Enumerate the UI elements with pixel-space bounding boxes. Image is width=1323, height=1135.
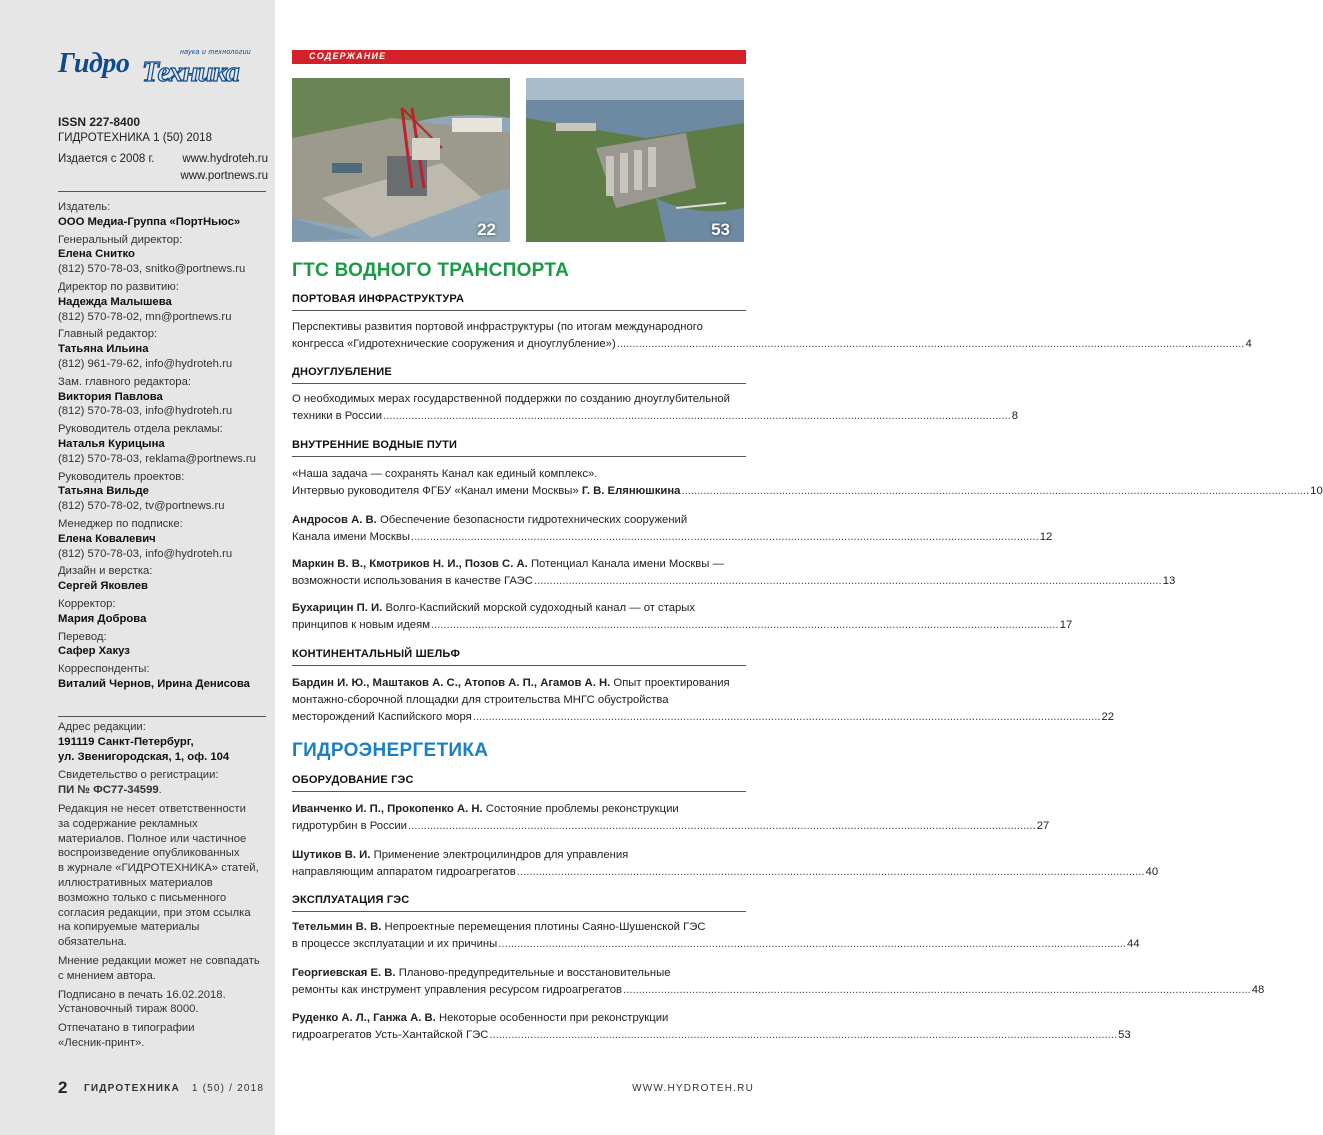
staff-contact: (812) 570-78-02, mn@portnews.ru	[58, 310, 232, 323]
disclaimer	[58, 802, 270, 950]
subsection-operation: ЭКСПЛУАТАЦИЯ ГЭС	[292, 894, 410, 906]
logo-tagline: наука и технологии	[180, 49, 251, 56]
text-line: «Лесник-принт».	[58, 1036, 145, 1049]
staff-name: Наталья Курицына	[58, 437, 165, 450]
staff-role: Генеральный директор:	[58, 233, 183, 246]
print-info	[58, 988, 270, 1018]
entry-title-text: Перспективы развития портовой инфраструктуры (по итогам международного	[292, 321, 703, 333]
entry-authors: Иванченко И. П., Прокопенко А. Н.	[292, 803, 483, 815]
entry-title-end	[292, 408, 382, 425]
entry-title-text: гидроагрегатов Усть-Хантайской ГЭС	[292, 1029, 489, 1041]
text-line: материалов. Полное или частичное	[58, 832, 247, 845]
staff-contact: (812) 570-78-03, reklama@portnews.ru	[58, 452, 256, 465]
subsection-dredging: ДНОУГЛУБЛЕНИЕ	[292, 366, 392, 378]
staff-role: Дизайн и верстка:	[58, 565, 153, 578]
entry-last-line	[292, 709, 1115, 726]
entry-title-text: Потенциал Канала имени Москвы —	[530, 558, 724, 570]
entry-page-number: 8	[1011, 410, 1019, 422]
address-label: Адрес редакции:	[58, 721, 146, 733]
entry-title-text: принципов к новым идеям	[292, 619, 430, 631]
entry-title-text: Состояние проблемы реконструкции	[485, 803, 679, 815]
entry-last-line	[292, 617, 1073, 634]
text-line: с мнением автора.	[58, 969, 156, 982]
entry-line	[292, 512, 746, 529]
logo-part2: Техника	[142, 57, 240, 88]
entry-title-end	[292, 1027, 488, 1044]
section-water-transport: ГТС ВОДНОГО ТРАНСПОРТА	[292, 260, 570, 281]
subsection-shelf: КОНТИНЕНТАЛЬНЫЙ ШЕЛЬФ	[292, 648, 461, 660]
journal-logo	[58, 48, 258, 90]
entry-title-text: «Наша задача — сохранять Канал как единый комплекс».	[292, 468, 598, 480]
entry-authors: Бардин И. Ю., Маштаков А. С., Атопов А. П., Агамов А. Н.	[292, 677, 611, 689]
address-line1: 191119 Санкт-Петербург,	[58, 735, 194, 748]
staff-role: Издатель:	[58, 201, 111, 213]
entry-title-text: конгресса «Гидротехнические сооружения и дноуглубление»)	[292, 338, 616, 350]
subsection-rule	[292, 791, 746, 792]
entry-title-text: ремонты как инструмент управления ресурсом гидроагрегатов	[292, 984, 623, 996]
leader-dots: ........................................................................................................................................................................................................	[489, 1029, 1118, 1041]
leader-dots: ........................................................................................................................................................................................................	[407, 820, 1036, 832]
entry-line	[292, 319, 746, 336]
leader-dots: ........................................................................................................................................................................................................	[383, 410, 1011, 422]
entry-line	[292, 675, 746, 692]
entry-last-line	[292, 408, 1019, 425]
leader-dots: ........................................................................................................................................................................................................	[533, 575, 1162, 587]
entry-title-text: Интервью руководителя ФГБУ «Канал имени Москвы»	[292, 485, 579, 497]
entry-title-text: направляющим аппаратом гидроагрегатов	[292, 866, 516, 878]
text-line: согласия редакции, при этом ссылка	[58, 906, 251, 919]
leader-dots: ........................................................................................................................................................................................................	[516, 866, 1145, 878]
toc-entry[interactable]	[292, 319, 1252, 353]
registration-label: Свидетельство о регистрации:	[58, 769, 219, 782]
since-text: Издается с 2008 г.	[58, 153, 155, 165]
staff-role: Перевод:	[58, 630, 107, 643]
staff-role: Главный редактор:	[58, 328, 158, 341]
entry-title-end	[292, 573, 533, 590]
entry-page-number: 44	[1127, 938, 1140, 950]
entry-title-text: Некоторые особенности при реконструкции	[438, 1012, 669, 1024]
port-photo-image	[292, 78, 510, 242]
toc-entry[interactable]	[292, 512, 1053, 546]
toc-entry[interactable]	[292, 801, 1050, 835]
text-line: Редакция не несет ответственности	[58, 802, 246, 815]
leader-dots: ........................................................................................................................................................................................................	[681, 485, 1310, 497]
entry-title-text: Волго-Каспийский морской судоходный канал — от старых	[385, 602, 696, 614]
entry-line	[292, 391, 746, 408]
entry-page-number: 13	[1162, 575, 1176, 587]
footer-journal-name: ГИДРОТЕХНИКА	[84, 1083, 180, 1094]
toc-entry[interactable]	[292, 466, 1323, 500]
text-line: Подписано в печать 16.02.2018.	[58, 988, 226, 1001]
contents-header-bar	[292, 50, 746, 64]
staff-name: Сафер Хакуз	[58, 645, 130, 658]
subsection-rule	[292, 310, 746, 311]
page-number: 2	[58, 1078, 68, 1097]
photo2-page-number: 53	[711, 220, 730, 239]
entry-line	[292, 692, 746, 709]
text-line: возможно только с письменного	[58, 891, 227, 904]
text-line: Отпечатано в типографии	[58, 1022, 195, 1035]
entry-page-number: 48	[1251, 984, 1265, 996]
entry-last-line	[292, 982, 1265, 999]
editorial-info	[58, 720, 270, 1051]
staff-name: Мария Доброва	[58, 612, 147, 625]
entry-title-text: месторождений Каспийского моря	[292, 711, 472, 723]
staff-role: Менеджер по подписке:	[58, 517, 183, 530]
staff-role: Корреспонденты:	[58, 663, 150, 676]
toc-entry[interactable]	[292, 847, 1159, 881]
toc-entry[interactable]	[292, 675, 1115, 726]
photo1-page-number: 22	[477, 220, 496, 239]
text-line: иллюстративных материалов	[58, 876, 213, 889]
registration-line: ПИ № ФС77-34599.	[58, 784, 162, 797]
staff-role: Корректор:	[58, 597, 116, 610]
text-line: Мнение редакции может не совпадать	[58, 954, 260, 967]
entry-title-end	[292, 617, 430, 634]
entry-title-text: Применение электроцилиндров для управления	[373, 849, 629, 861]
hydropower-dam-photo[interactable]	[526, 78, 744, 242]
entry-line	[292, 556, 746, 573]
entry-line	[292, 847, 746, 864]
entry-title-text: гидротурбин в России	[292, 820, 407, 832]
entry-line	[292, 919, 746, 936]
contents-header: СОДЕРЖАНИЕ	[309, 51, 387, 61]
subsection-port: ПОРТОВАЯ ИНФРАСТРУКТУРА	[292, 293, 465, 305]
entry-title-text: возможности использования в качестве ГАЭС	[292, 575, 533, 587]
staff-name: Надежда Малышева	[58, 295, 172, 308]
entry-line	[292, 1010, 746, 1027]
entry-page-number: 27	[1036, 820, 1050, 832]
staff-contact: (812) 570-78-03, info@hydroteh.ru	[58, 547, 233, 560]
logo-part1: Гидро	[58, 48, 130, 79]
section-hydropower: ГИДРОЭНЕРГЕТИКА	[292, 740, 489, 761]
leader-dots: ........................................................................................................................................................................................................	[410, 531, 1039, 543]
entry-last-line	[292, 573, 1176, 590]
footer-issue: 1 (50) / 2018	[191, 1083, 265, 1094]
entry-authors: Тетельмин В. В.	[292, 921, 382, 933]
entry-title-text: Опыт проектирования	[613, 677, 730, 689]
staff-role: Зам. главного редактора:	[58, 375, 192, 388]
entry-page-number: 10	[1310, 485, 1323, 497]
entry-authors: Маркин В. В., Кмотриков Н. И., Позов С. А.	[292, 558, 528, 570]
toc-entry[interactable]	[292, 391, 1019, 425]
subsection-inland: ВНУТРЕННИЕ ВОДНЫЕ ПУТИ	[292, 439, 458, 451]
divider	[58, 716, 266, 717]
entry-page-number: 40	[1145, 866, 1159, 878]
entry-title-end	[292, 336, 616, 353]
entry-title-end	[292, 864, 516, 881]
toc-entry[interactable]	[292, 919, 1140, 953]
toc-entry[interactable]	[292, 965, 1265, 999]
entry-title-end	[292, 483, 680, 500]
entry-authors: Георгиевская Е. В.	[292, 967, 396, 979]
staff-name: Виктория Павлова	[58, 390, 163, 403]
entry-authors: Бухарицин П. И.	[292, 602, 383, 614]
url-hydroteh[interactable]: www.hydroteh.ru	[182, 153, 268, 165]
staff-name: Сергей Яковлев	[58, 580, 148, 593]
registration-value: ПИ № ФС77-34599	[58, 784, 159, 797]
staff-role: Руководитель отдела рекламы:	[58, 423, 223, 436]
staff-contact: (812) 961-79-62, info@hydroteh.ru	[58, 357, 233, 370]
entry-title-text: монтажно-сборочной площадки для строительства МНГС обустройства	[292, 694, 669, 706]
toc-entry[interactable]	[292, 1010, 1131, 1044]
entry-last-line	[292, 936, 1140, 953]
entry-line	[292, 600, 746, 617]
entry-authors: Андросов А. В.	[292, 514, 377, 526]
staff-name: Елена Снитко	[58, 248, 135, 261]
since-line	[58, 153, 268, 165]
entry-title-end	[292, 818, 407, 835]
text-line: на копируемые материалы обязательна.	[58, 921, 200, 949]
entry-last-line	[292, 483, 1323, 500]
entry-title-text: О необходимых мерах государственной поддержки по созданию дноуглубительной	[292, 393, 730, 405]
entry-line	[292, 466, 746, 483]
entry-title-end	[292, 709, 472, 726]
entry-last-line	[292, 529, 1053, 546]
leader-dots: ........................................................................................................................................................................................................	[472, 711, 1101, 723]
toc-entry[interactable]	[292, 600, 1073, 634]
opinion-note	[58, 954, 270, 984]
entry-title-text: Планово-предупредительные и восстановительные	[398, 967, 671, 979]
staff-role: Руководитель проектов:	[58, 470, 185, 483]
text-line: за содержание рекламных	[58, 817, 198, 830]
staff-role: Директор по развитию:	[58, 280, 179, 293]
staff-name: ООО Медиа-Группа «ПортНьюс»	[58, 215, 241, 228]
entry-line	[292, 965, 746, 982]
port-construction-photo[interactable]	[292, 78, 510, 242]
printer-info	[58, 1021, 270, 1051]
subsection-equipment: ОБОРУДОВАНИЕ ГЭС	[292, 774, 414, 786]
text-line: Установочный тираж 8000.	[58, 1003, 199, 1016]
issue-imprint: ГИДРОТЕХНИКА 1 (50) 2018	[58, 132, 212, 144]
entry-last-line	[292, 1027, 1131, 1044]
entry-last-line	[292, 864, 1159, 881]
dam-photo-image	[526, 78, 744, 242]
staff-name: Татьяна Ильина	[58, 343, 149, 356]
entry-last-line	[292, 818, 1050, 835]
staff-contact: (812) 570-78-02, tv@portnews.ru	[58, 500, 225, 513]
address-line2: ул. Звенигородская, 1, оф. 104	[58, 750, 230, 763]
entry-title-text: Обеспечение безопасности гидротехнических сооружений	[379, 514, 688, 526]
text-line: воспроизведение опубликованных	[58, 847, 240, 860]
entry-title-end	[292, 982, 622, 999]
text-line: в журнале «ГИДРОТЕХНИКА» статей,	[58, 862, 259, 875]
entry-page-number: 17	[1059, 619, 1073, 631]
entry-title-text: в процессе эксплуатации и их причины	[292, 938, 498, 950]
staff-list	[58, 200, 270, 692]
entry-title-end	[292, 936, 497, 953]
entry-page-number: 4	[1245, 338, 1252, 350]
footer-url[interactable]: WWW.HYDROTEH.RU	[632, 1083, 754, 1094]
entry-person: Г. В. Елянюшкина	[578, 485, 681, 497]
toc-entry[interactable]	[292, 556, 1176, 590]
entry-title-text: техники в России	[292, 410, 383, 422]
leader-dots: ........................................................................................................................................................................................................	[498, 938, 1127, 950]
subsection-rule	[292, 456, 746, 457]
masthead-sidebar	[0, 0, 275, 1135]
entry-authors: Шутиков В. И.	[292, 849, 371, 861]
leader-dots: ........................................................................................................................................................................................................	[430, 619, 1059, 631]
entry-line	[292, 801, 746, 818]
divider	[58, 191, 266, 192]
subsection-rule	[292, 911, 746, 912]
subsection-rule	[292, 383, 746, 384]
entry-title-end	[292, 529, 410, 546]
staff-contact: (812) 570-78-03, info@hydroteh.ru	[58, 405, 233, 418]
staff-name: Виталий Чернов, Ирина Денисова	[58, 677, 250, 690]
staff-name: Елена Ковалевич	[58, 532, 156, 545]
entry-title-text: Канала имени Москвы	[292, 531, 410, 543]
issn: ISSN 227-8400	[58, 115, 141, 129]
entry-authors: Руденко А. Л., Ганжа А. В.	[292, 1012, 436, 1024]
entry-title-text: Непроектные перемещения плотины Саяно-Шушенской ГЭС	[384, 921, 706, 933]
entry-page-number: 53	[1118, 1029, 1131, 1041]
leader-dots: ........................................................................................................................................................................................................	[623, 984, 1251, 996]
entry-page-number: 22	[1101, 711, 1115, 723]
url-portnews[interactable]: www.portnews.ru	[180, 170, 268, 182]
footer-journal	[84, 1083, 264, 1094]
entry-last-line	[292, 336, 1252, 353]
staff-contact: (812) 570-78-03, snitko@portnews.ru	[58, 263, 246, 276]
leader-dots: ........................................................................................................................................................................................................	[616, 338, 1245, 350]
staff-name: Татьяна Вильде	[58, 485, 149, 498]
subsection-rule	[292, 665, 746, 666]
entry-page-number: 12	[1039, 531, 1053, 543]
